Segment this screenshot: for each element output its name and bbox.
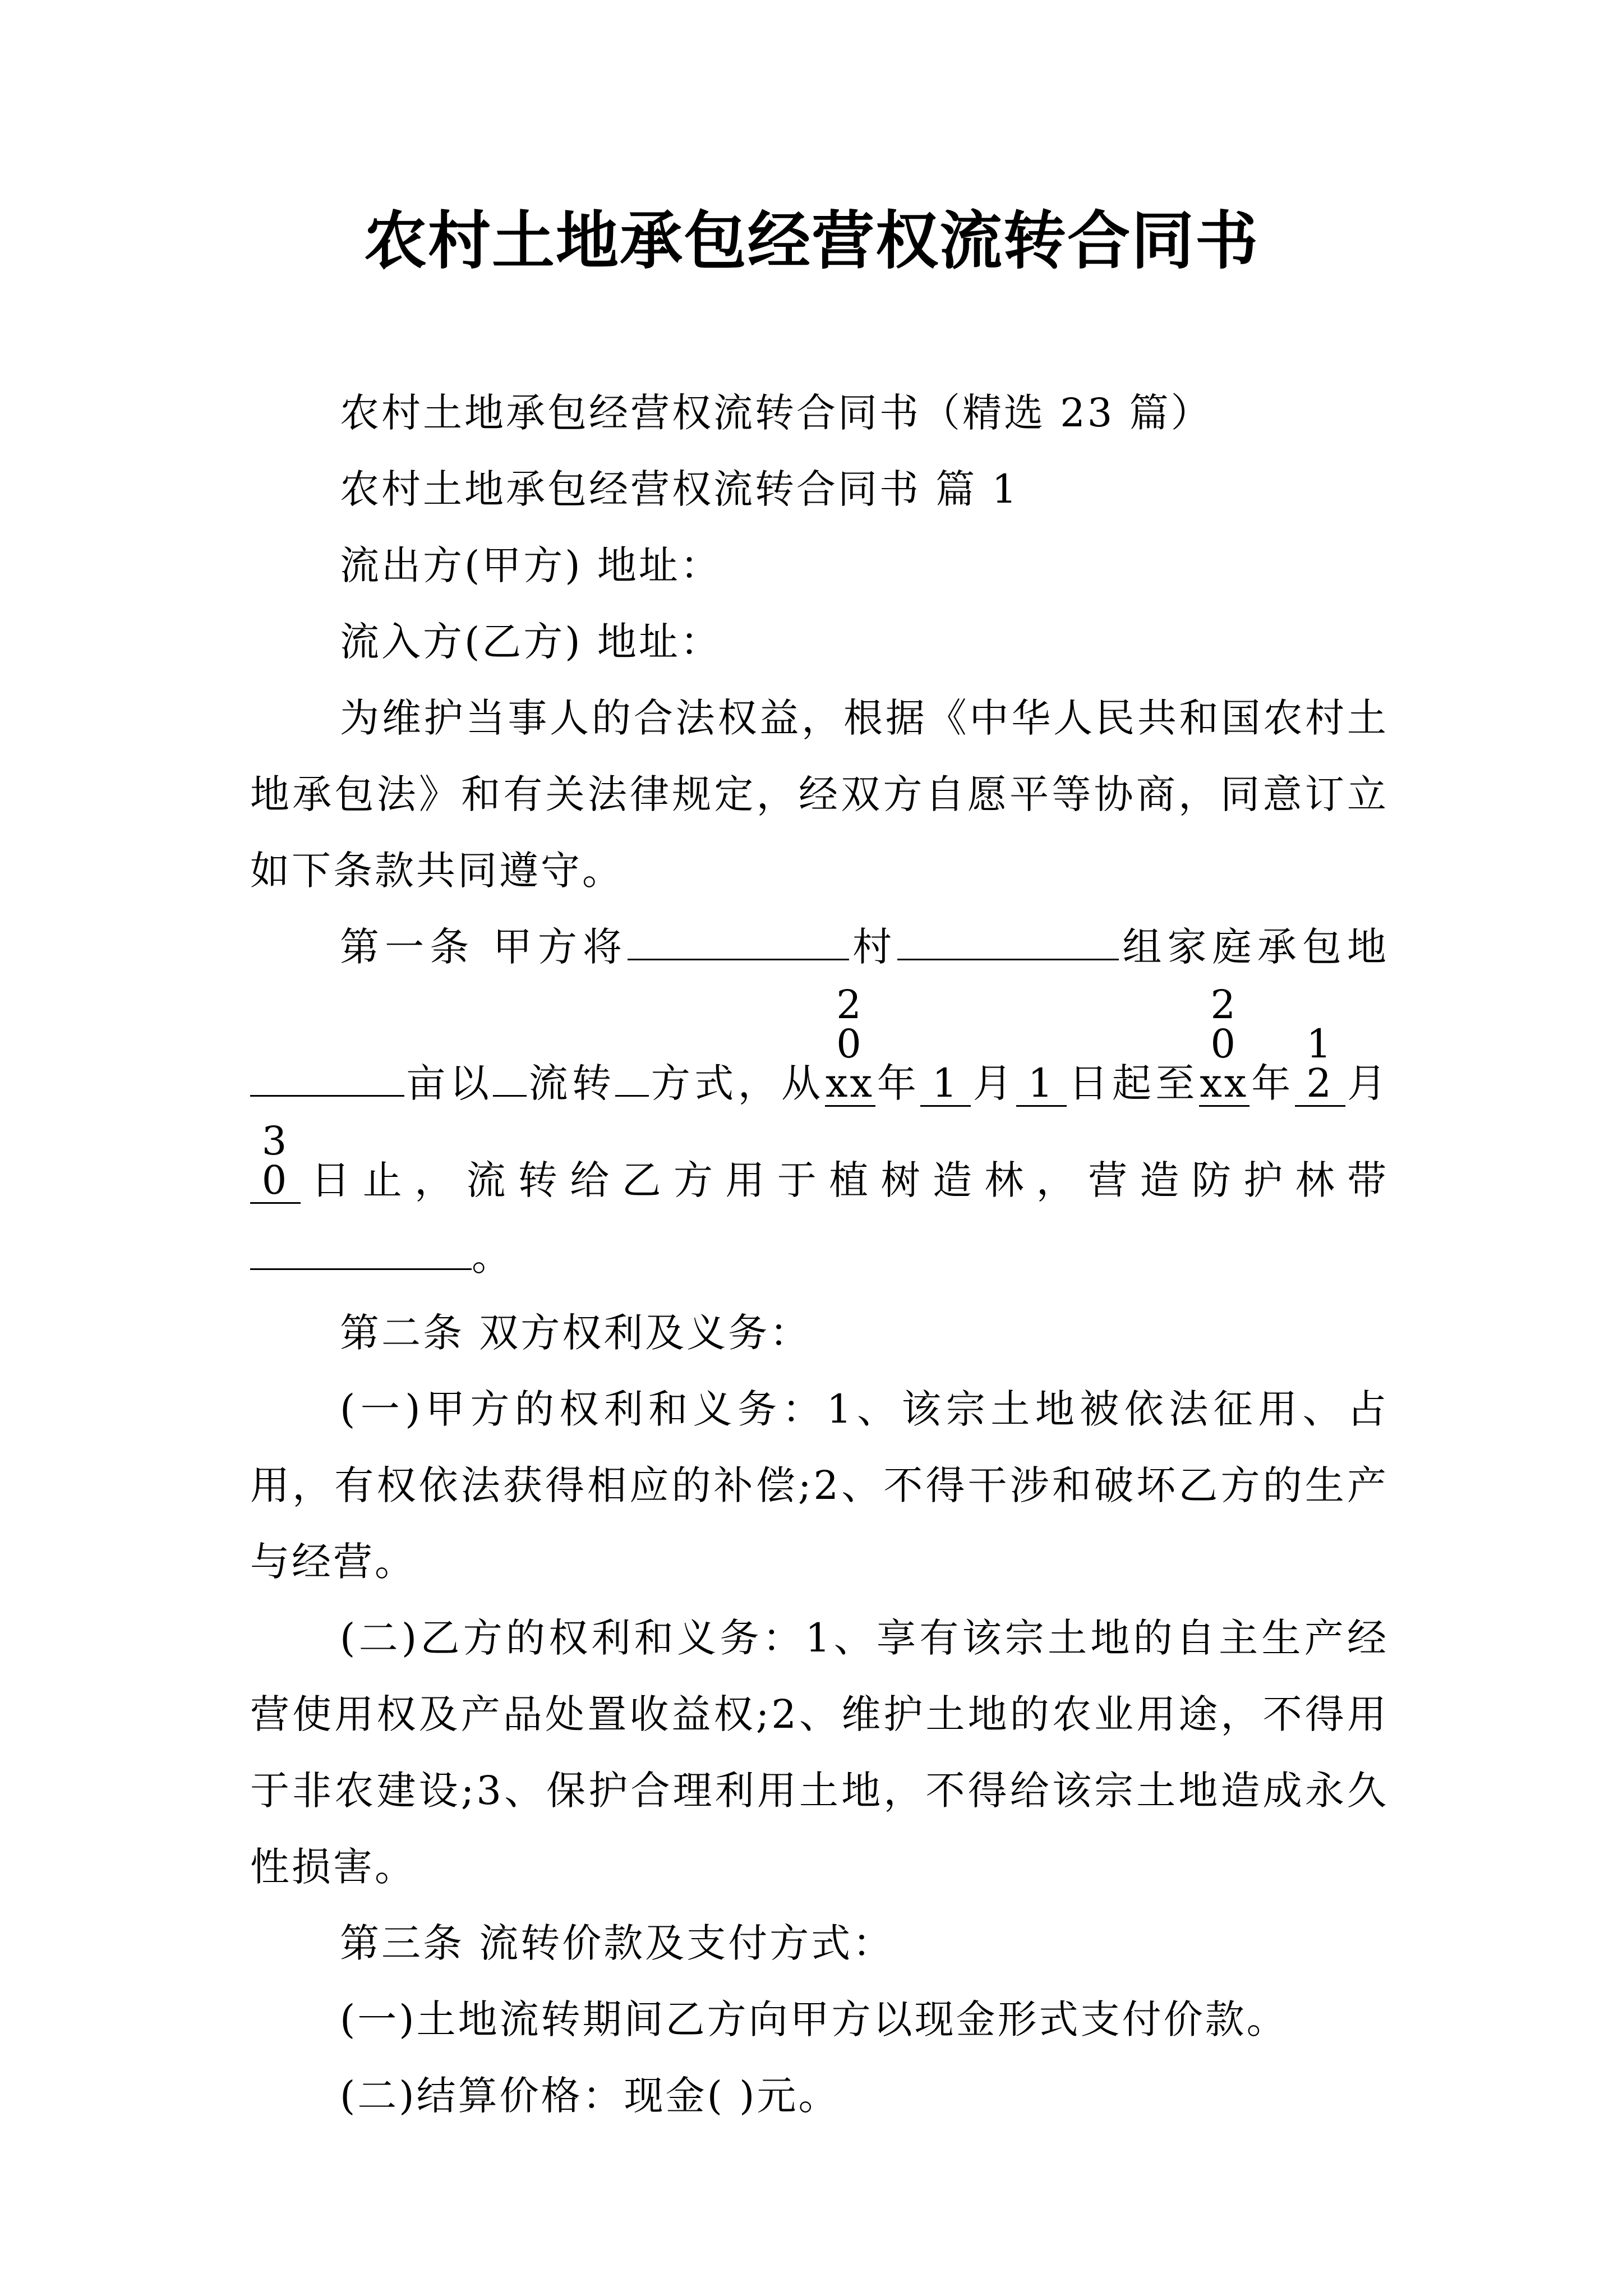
article-1-text: 月 bbox=[971, 1060, 1017, 1106]
mode-blank-right bbox=[615, 1093, 649, 1097]
article-1-text: 月 bbox=[1345, 1060, 1389, 1106]
article-1-text: 方式，从 bbox=[649, 1060, 825, 1106]
article-2-party-a: (一)甲方的权利和义务：1、该宗土地被依法征用、占用，有权依法获得相应的补偿;2、不得干涉和破坏乙方的生产与经营。 bbox=[250, 1386, 1389, 1585]
article-1-text: 第一条 甲方将 bbox=[340, 924, 628, 970]
purpose-blank bbox=[250, 1266, 472, 1270]
end-year-field: 20xx bbox=[1200, 982, 1249, 1106]
party-a-line: 流出方(甲方) 地址： bbox=[340, 542, 722, 588]
article-2-heading: 第二条 双方权利及义务： bbox=[340, 1310, 811, 1356]
area-blank bbox=[250, 1093, 404, 1097]
start-month-field: 1 bbox=[920, 1064, 971, 1107]
end-day-field: 30 bbox=[250, 1121, 301, 1204]
article-1-text: 亩以 bbox=[404, 1060, 494, 1106]
document-subtitle: 农村土地承包经营权流转合同书（精选 23 篇） bbox=[340, 390, 1212, 436]
article-1-text: 年 bbox=[1249, 1060, 1295, 1106]
section-heading: 农村土地承包经营权流转合同书 篇 1 bbox=[340, 466, 1020, 512]
village-blank bbox=[628, 956, 849, 960]
start-day-field: 1 bbox=[1016, 1064, 1067, 1107]
purpose-value: 植树造林，营造防护林带 bbox=[829, 1157, 1389, 1203]
document-title: 农村土地承包经营权流转合同书 bbox=[364, 204, 1259, 278]
article-1-text: 村 bbox=[849, 924, 898, 970]
article-3-item-2: (二)结算价格：现金( )元。 bbox=[340, 2073, 840, 2119]
article-1-text: 年 bbox=[875, 1060, 921, 1106]
article-1-text: 组家庭承包地 bbox=[1119, 924, 1389, 970]
article-1-text: 。 bbox=[472, 1234, 513, 1280]
article-3-item-1: (一)土地流转期间乙方向甲方以现金形式支付价款。 bbox=[340, 1996, 1288, 2042]
group-blank bbox=[897, 956, 1119, 960]
article-3-heading: 第三条 流转价款及支付方式： bbox=[340, 1920, 895, 1966]
start-year-field: 20xx bbox=[826, 982, 874, 1106]
article-2-party-b: (二)乙方的权利和义务：1、享有该宗土地的自主生产经营使用权及产品处置收益权;2、维护土地的农业用途，不得用于非农建设;3、保护合理利用土地，不得给该宗土地造成永久性损害。 bbox=[250, 1615, 1389, 1890]
mode-blank-left bbox=[493, 1093, 527, 1097]
article-1-paragraph bbox=[250, 909, 1389, 1295]
party-b-line: 流入方(乙方) 地址： bbox=[340, 619, 722, 665]
preamble-paragraph: 为维护当事人的合法权益，根据《中华人民共和国农村土地承包法》和有关法律规定，经双方自愿平等协商，同意订立如下条款共同遵守。 bbox=[250, 695, 1389, 894]
article-1-text: 日止，流转给乙方用于 bbox=[301, 1157, 829, 1203]
transfer-mode-value: 流转 bbox=[527, 1060, 616, 1106]
article-1-text: 日起至 bbox=[1067, 1060, 1199, 1106]
end-month-field: 12 bbox=[1295, 1024, 1345, 1107]
document-body bbox=[250, 375, 1389, 2134]
